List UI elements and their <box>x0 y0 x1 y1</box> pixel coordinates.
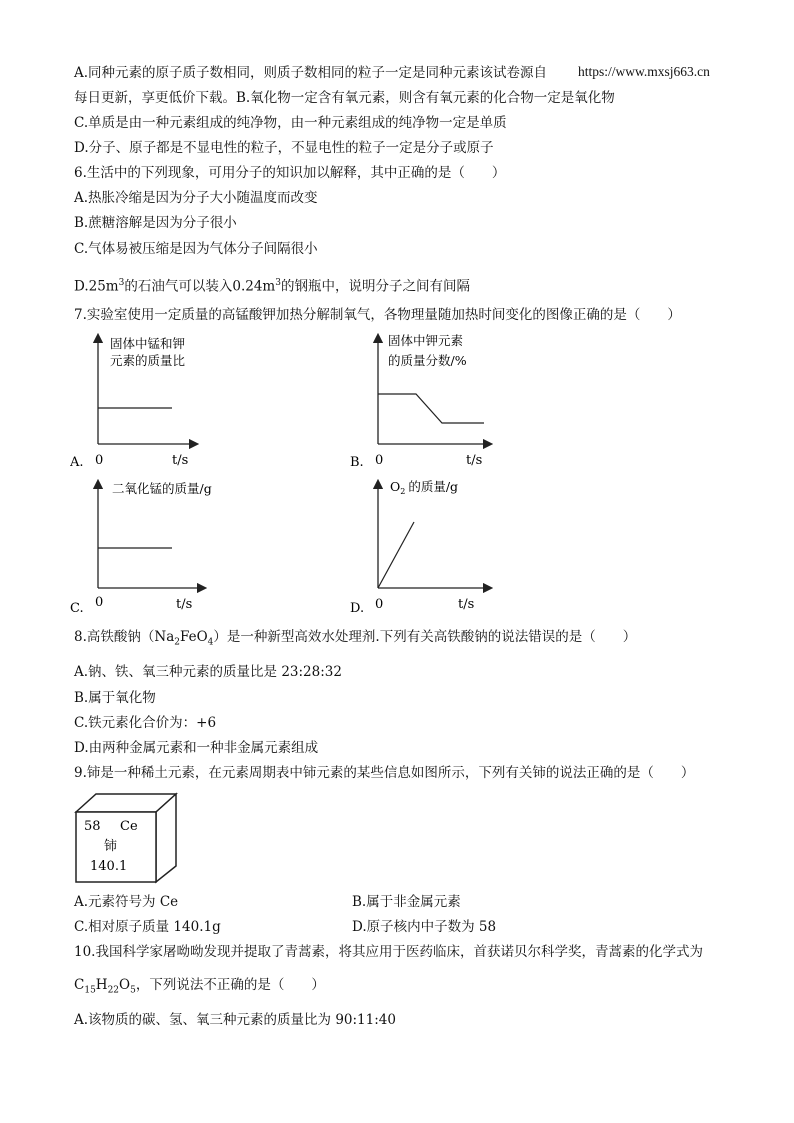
graph-b <box>350 332 590 472</box>
source-url[interactable]: https://www.mxsj663.cn <box>578 64 710 79</box>
q6-stem: 6.生活中的下列现象，可用分子的知识加以解释，其中正确的是（ ） <box>74 165 506 181</box>
graph-b-origin: 0 <box>375 453 384 468</box>
graph-a-ylabel-2: 元素的质量比 <box>110 353 186 368</box>
q6-option-d: $D.25m^3$的石油气可以装入$0.24m^3$的钢瓶中，说明分子之间有间隔 <box>74 278 470 295</box>
q9-option-c: C.相对原子质量 140.1g <box>74 919 221 935</box>
graph-b-curve <box>378 394 484 423</box>
q6-option-c: C.气体易被压缩是因为气体分子间隔很小 <box>74 241 318 257</box>
q5-option-a: A.同种元素的原子质子数相同，则质子数相同的粒子一定是同种元素该试卷源自 <box>74 65 548 81</box>
graph-a-ylabel-1: 固体中锰和钾 <box>110 336 186 351</box>
q7-stem: 7.实验室使用一定质量的高锰酸钾加热分解制氧气，各物理量随加热时间变化的图像正确的是（ ） <box>74 307 681 323</box>
q8-option-c: C.铁元素化合价为：+6 <box>74 715 217 731</box>
graph-c-ylabel: 二氧化锰的质量/g <box>112 481 212 496</box>
graph-a <box>70 332 310 472</box>
graph-b-ylabel-2: 的质量分数/% <box>388 353 467 368</box>
q10-option-a: A.该物质的碳、氢、氧三种元素的质量比为 90:11:40 <box>74 1012 396 1028</box>
graph-b-xlabel: t/s <box>466 453 483 468</box>
q8-option-d: D.由两种金属元素和一种非金属元素组成 <box>74 740 319 756</box>
graph-b-option: B. <box>350 455 364 470</box>
graph-a-xlabel: t/s <box>172 453 189 468</box>
q9-option-b: B.属于非金属元素 <box>352 894 461 910</box>
graph-d-ylabel: $O_2$ 的质量/g <box>390 479 459 496</box>
q10-formula-line: $C_{15}H_{22}O_5$，下列说法不正确的是（ ） <box>74 977 325 996</box>
element-name: 铈 <box>104 839 118 854</box>
q9-option-d: D.原子核内中子数为 58 <box>352 919 497 935</box>
graph-a-option: A. <box>70 455 84 470</box>
graph-c-xlabel: t/s <box>176 597 193 612</box>
q5-option-b: 每日更新，享更低价下载。B.氧化物一定含有氧元素，则含有氧元素的化合物一定是氧化物 <box>74 90 615 106</box>
graph-a-origin: 0 <box>95 453 104 468</box>
q10-stem: 10.我国科学家屠呦呦发现并提取了青蒿素，将其应用于医药临床，首获诺贝尔科学奖，青蒿素的化学式为 <box>74 944 703 960</box>
q6-option-b: B.蔗糖溶解是因为分子很小 <box>74 215 237 231</box>
graph-d <box>350 474 590 618</box>
graph-c <box>70 478 310 618</box>
q5-option-d: D.分子、原子都是不显电性的粒子，不显电性的粒子一定是分子或原子 <box>74 140 494 156</box>
element-symbol: Ce <box>120 819 138 834</box>
q8-option-a: A.钠、铁、氧三种元素的质量比是 23:28:32 <box>74 664 342 680</box>
graph-d-origin: 0 <box>375 597 384 612</box>
graph-b-ylabel-1: 固体中钾元素 <box>388 333 464 348</box>
element-card-ce <box>72 792 182 884</box>
graph-c-origin: 0 <box>95 595 104 610</box>
graph-d-option: D. <box>350 601 365 616</box>
element-mass: 140.1 <box>90 859 128 874</box>
graph-d-curve <box>378 522 414 588</box>
q8-stem: 8.高铁酸钠$(Na_2FeO_4)$是一种新型高效水处理剂.下列有关高铁酸钠的说法错误的是（ ） <box>74 629 637 648</box>
graph-d-xlabel: t/s <box>458 597 475 612</box>
q9-stem: 9.铈是一种稀土元素，在元素周期表中铈元素的某些信息如图所示，下列有关铈的说法正确的是（ ） <box>74 765 695 781</box>
graph-c-option: C. <box>70 601 84 616</box>
q9-option-a: A.元素符号为 Ce <box>74 894 179 910</box>
q5-option-c: C.单质是由一种元素组成的纯净物，由一种元素组成的纯净物一定是单质 <box>74 115 507 131</box>
q6-option-a: A.热胀冷缩是因为分子大小随温度而改变 <box>74 190 318 206</box>
q8-option-b: B.属于氧化物 <box>74 690 156 706</box>
element-number: 58 <box>84 819 101 834</box>
